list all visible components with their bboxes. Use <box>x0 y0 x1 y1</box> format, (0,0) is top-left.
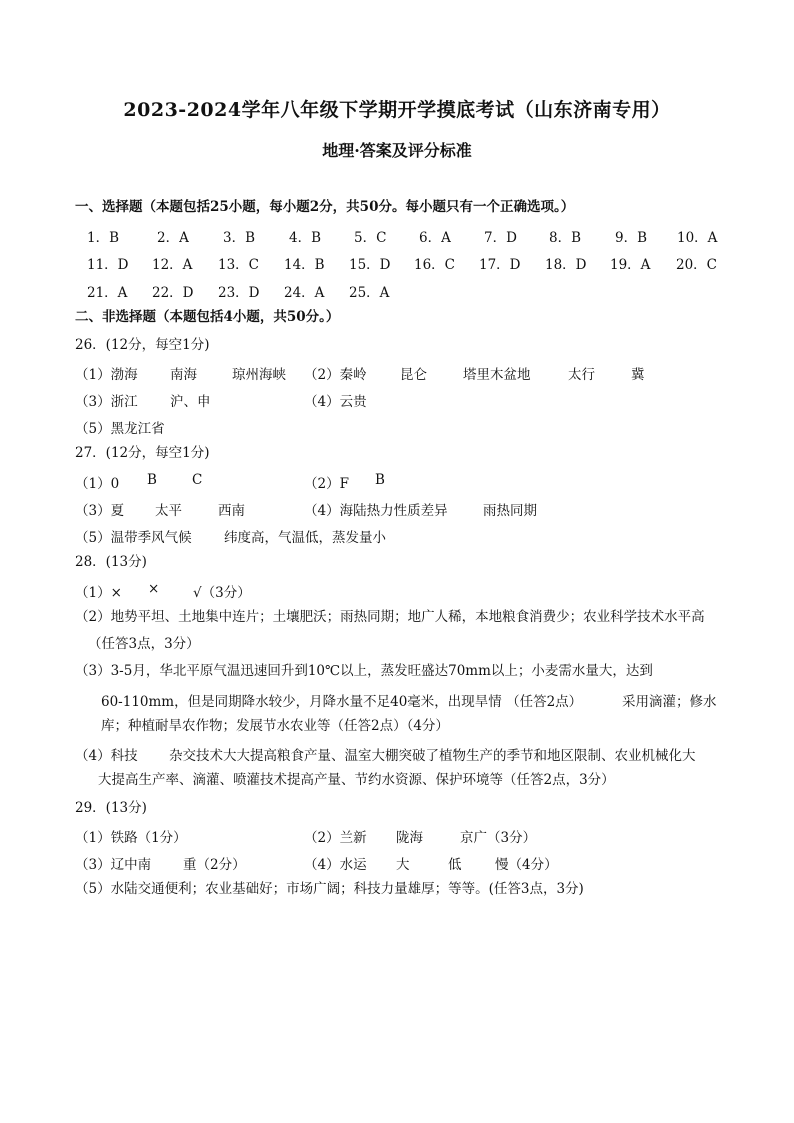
answer-item: 6．A <box>419 230 451 246</box>
q28-line-3: （任答3点，3分） <box>88 636 200 652</box>
answer-cell: 大 <box>396 857 410 873</box>
answer-item: 10．A <box>677 230 718 246</box>
document-title: 2023-2024学年八年级下学期开学摸底考试（山东济南专用） <box>123 99 671 121</box>
answer-cell: （4）水运 <box>304 857 367 873</box>
answer-item: 12．A <box>152 257 193 273</box>
answer-item: 2．A <box>157 230 189 246</box>
q29-line-3: （5）水陆交通便利；农业基础好；市场广阔；科技力量雄厚；等等。(任答3点，3分) <box>75 881 584 897</box>
answer-cell: 太平 <box>155 503 182 519</box>
answer-cell: （5）温带季风气候 <box>75 530 192 546</box>
answer-item: 11．D <box>87 257 129 273</box>
answer-cell: 昆仑 <box>400 367 427 383</box>
answer-cell: （1）渤海 <box>75 367 138 383</box>
answer-item: 22．D <box>152 285 194 301</box>
q26-heading: 26．(12分，每空1分) <box>75 337 210 353</box>
answer-cell: 琼州海峡 <box>232 367 286 383</box>
answer-cell: （1）× <box>75 585 122 601</box>
answer-cell: 低 <box>448 857 462 873</box>
answer-item: 23．D <box>218 285 260 301</box>
answer-cell: （3）辽中南 <box>75 857 152 873</box>
answer-item: 24．A <box>284 285 325 301</box>
answer-cell: B <box>147 472 157 488</box>
q27-heading: 27．(12分，每空1分) <box>75 445 210 461</box>
answer-cell: （2）F <box>304 476 349 492</box>
answer-item: 1．B <box>87 230 120 246</box>
q28-heading: 28．(13分) <box>75 554 147 570</box>
answer-cell: 西南 <box>218 503 245 519</box>
answer-cell: B <box>375 472 385 488</box>
answer-item: 20．C <box>676 257 718 273</box>
answer-cell: （5）黑龙江省 <box>75 421 165 437</box>
answer-item: 15．D <box>349 257 391 273</box>
answer-cell: 雨热同期 <box>483 503 537 519</box>
answer-item: 16．C <box>414 257 456 273</box>
answer-item: 8．B <box>549 230 582 246</box>
answer-cell: 沪、申 <box>170 394 211 410</box>
answer-cell: 杂交技术大大提高粮食产量、温室大棚突破了植物生产的季节和地区限制、农业机械化大 <box>169 748 696 764</box>
answer-item: 5．C <box>354 230 387 246</box>
answer-item: 25．A <box>349 285 390 301</box>
answer-cell: （2）秦岭 <box>304 367 367 383</box>
answer-item: 18．D <box>545 257 587 273</box>
q28-line-8: 大提高生产率、滴灌、喷灌技术提高产量、节约水资源、保护环境等（任答2点，3分） <box>98 772 615 788</box>
answer-item: 21．A <box>87 285 128 301</box>
answer-item: 9．B <box>615 230 648 246</box>
answer-cell: 塔里木盆地 <box>463 367 531 383</box>
answer-cell: 慢（4分） <box>495 857 558 873</box>
answer-item: 3．B <box>223 230 256 246</box>
answer-cell: 重（2分） <box>183 857 246 873</box>
answer-cell: √（3分） <box>193 585 251 601</box>
answer-item: 14．B <box>284 257 325 273</box>
q28-line-4: （3）3-5月，华北平原气温迅速回升到10℃以上，蒸发旺盛达70mm以上；小麦需水量大，达到 <box>75 663 653 679</box>
answer-item: 4．B <box>289 230 322 246</box>
document-subtitle: 地理·答案及评分标准 <box>322 141 472 160</box>
answer-cell: （4）科技 <box>75 748 138 764</box>
answer-cell: （4）云贵 <box>304 394 367 410</box>
answer-cell: C <box>192 472 203 488</box>
answer-cell: 采用滴灌；修水 <box>622 694 717 710</box>
answer-cell: × <box>148 581 160 597</box>
answer-cell: （1）0 <box>75 476 120 492</box>
q28-line-6: 库；种植耐旱农作物；发展节水农业等（任答2点）（4分） <box>101 718 449 734</box>
q29-heading: 29．(13分) <box>75 800 147 816</box>
answer-cell: 纬度高，气温低，蒸发量小 <box>224 530 386 546</box>
q28-line-2: （2）地势平坦、土地集中连片；土壤肥沃；雨热同期；地广人稀，本地粮食消费少；农业科学技术水平高 <box>75 609 705 625</box>
section2-heading: 二、非选择题（本题包括4小题，共50分。） <box>75 309 340 325</box>
answer-item: 13．C <box>218 257 260 273</box>
answer-cell: （4）海陆热力性质差异 <box>304 503 448 519</box>
answer-cell: 京广（3分） <box>460 830 537 846</box>
answer-cell: 60-110mm，但是同期降水较少，月降水量不足40毫米，出现旱情 （任答2点） <box>101 694 583 710</box>
answer-item: 17．D <box>479 257 521 273</box>
answer-cell: （2）兰新 <box>304 830 367 846</box>
answer-cell: 太行 <box>568 367 595 383</box>
answer-cell: 陇海 <box>396 830 423 846</box>
answer-cell: 南海 <box>170 367 197 383</box>
answer-cell: 冀 <box>631 367 645 383</box>
answer-cell: （1）铁路（1分） <box>75 830 187 846</box>
section1-heading: 一、选择题（本题包括25小题，每小题2分，共50分。每小题只有一个正确选项。） <box>75 199 575 215</box>
answer-item: 7．D <box>484 230 517 246</box>
answer-cell: （3）夏 <box>75 503 125 519</box>
answer-cell: （3）浙江 <box>75 394 138 410</box>
answer-item: 19．A <box>610 257 651 273</box>
